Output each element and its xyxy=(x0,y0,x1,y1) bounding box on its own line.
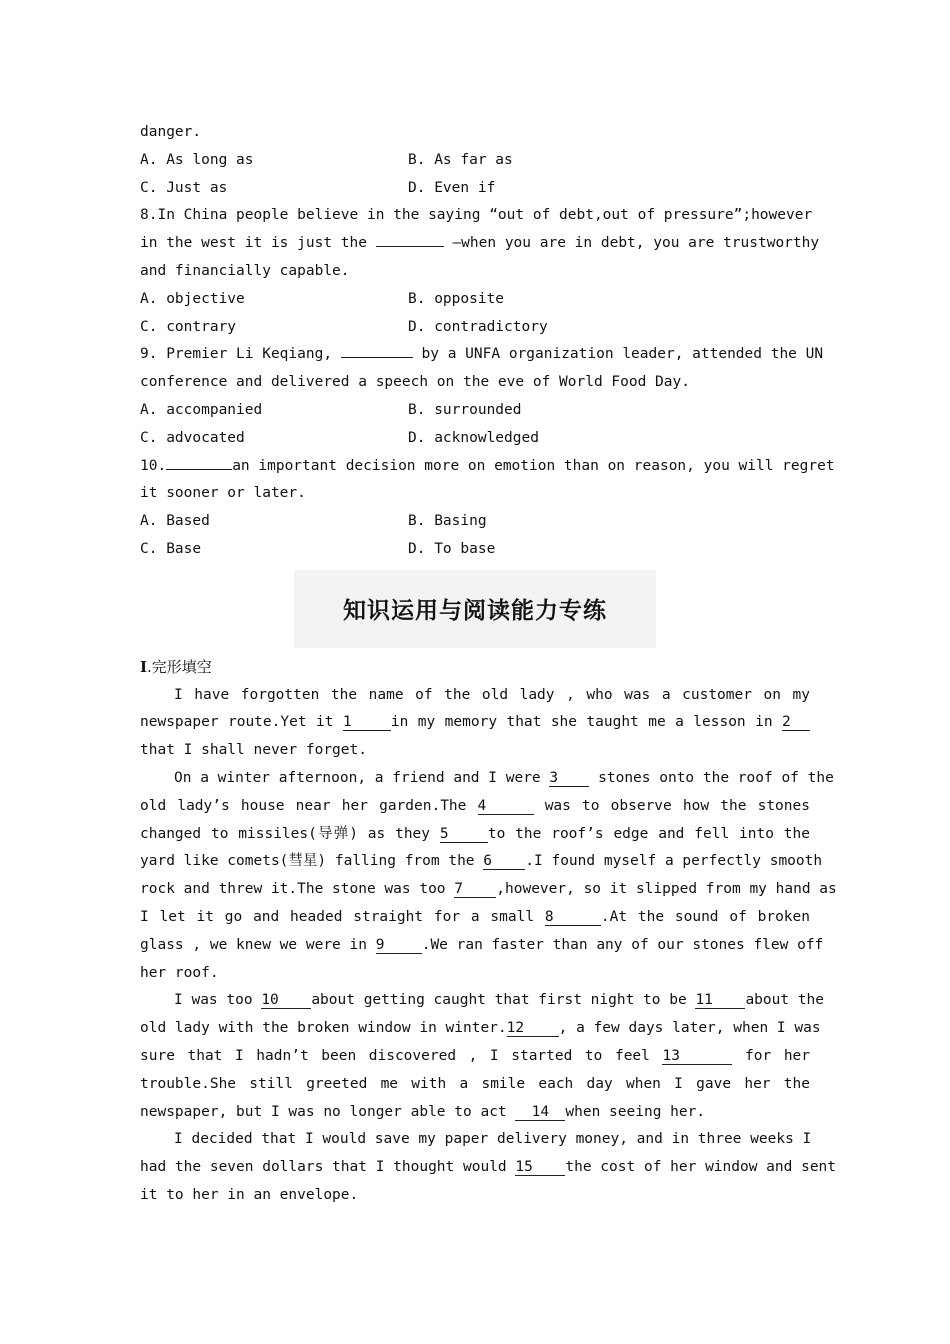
passage-line: her roof. xyxy=(140,964,219,981)
passage-text: in my memory that she taught me a lesson in xyxy=(390,714,773,731)
passage-line: trouble.She still greeted me with a smile each day when I gave her the xyxy=(140,1075,810,1092)
passage-text: ,however, so it slipped from my hand as xyxy=(496,881,837,898)
passage-line xyxy=(140,765,834,793)
passage-line xyxy=(140,1099,810,1127)
passage-text: when seeing her. xyxy=(565,1103,706,1120)
q7-options-row2 xyxy=(140,175,810,203)
section-title: 知识运用与阅读能力专练 xyxy=(294,570,656,648)
q9-options-row1 xyxy=(140,397,810,425)
passage-line xyxy=(140,904,810,932)
passage-text: about the xyxy=(745,992,825,1009)
passage-text: old lady’s house near her garden.The xyxy=(140,797,467,814)
passage-text: .I found myself a perfectly smooth xyxy=(525,853,823,870)
passage-line xyxy=(140,987,825,1015)
answer-blank xyxy=(341,342,413,358)
passage-text: newspaper route.Yet it xyxy=(140,714,334,731)
q8-stem-text: —when you are in debt, you are trustworthy xyxy=(452,235,820,252)
q10-stem-line2: it sooner or later. xyxy=(140,485,306,502)
q8-options-row2 xyxy=(140,314,810,342)
passage-line: it to her in an envelope. xyxy=(140,1186,359,1203)
cloze-blank-1: 1 xyxy=(343,714,391,731)
q10-options-row1 xyxy=(140,508,810,536)
q9-option-c: C. advocated xyxy=(140,429,245,446)
q8-stem-line2 xyxy=(140,230,820,258)
q10-option-a: A. Based xyxy=(140,513,210,530)
q9-option-a: A. accompanied xyxy=(140,401,263,418)
passage-text: changed to missiles(导弹) as they xyxy=(140,825,431,842)
q7-option-b: B. As far as xyxy=(408,151,513,168)
passage-text: was to observe how the stones xyxy=(544,797,810,814)
passage-line xyxy=(140,1043,810,1071)
q7-option-d: D. Even if xyxy=(408,179,496,196)
passage-line: I decided that I would save my paper delivery money, and in three weeks I xyxy=(174,1131,812,1148)
passage-text: had the seven dollars that I thought would xyxy=(140,1159,507,1176)
q8-option-b: B. opposite xyxy=(408,290,505,307)
passage-text: stones onto the roof of the xyxy=(598,769,834,786)
passage-text: yard like comets(彗星) falling from the xyxy=(140,853,475,870)
document-page xyxy=(140,119,837,1210)
q7-stem-tail: danger. xyxy=(140,124,202,140)
passage-text: I was too xyxy=(174,992,253,1009)
passage-text: newspaper, but I was no longer able to act xyxy=(140,1103,507,1120)
cloze-blank-4: 4 xyxy=(478,798,534,815)
part-numeral: Ⅰ xyxy=(140,657,148,676)
q8-stem-text: in the west it is just the xyxy=(140,235,367,252)
cloze-blank-8: 8 xyxy=(545,909,601,926)
passage-line xyxy=(140,709,810,737)
passage-text: the cost of her window and sent xyxy=(565,1159,837,1176)
passage-line xyxy=(140,848,823,876)
cloze-blank-14: 14 xyxy=(515,1104,565,1121)
passage-line xyxy=(140,793,810,821)
q9-stem-line1 xyxy=(140,341,824,369)
part-label: .完形填空 xyxy=(147,657,212,676)
cloze-blank-5: 5 xyxy=(440,826,488,843)
q9-stem-line2: conference and delivered a speech on the eve of World Food Day. xyxy=(140,374,690,391)
passage-text: about getting caught that first night to be xyxy=(311,992,687,1009)
q7-options-row1 xyxy=(140,147,810,175)
q10-option-c: C. Base xyxy=(140,540,202,557)
passage-text: On a winter afternoon, a friend and I were xyxy=(174,769,541,786)
q9-option-d: D. acknowledged xyxy=(408,429,539,446)
passage-text: to the roof’s edge and fell into the xyxy=(487,825,810,842)
passage-text: sure that I hadn’t been discovered , I started to feel xyxy=(140,1047,650,1064)
part-heading xyxy=(140,654,810,682)
passage-text: for her xyxy=(745,1047,811,1064)
q8-options-row1 xyxy=(140,286,810,314)
q7-option-c: C. Just as xyxy=(140,179,228,196)
q10-stem-text: 10. xyxy=(140,457,167,474)
passage-text: .At the sound of broken xyxy=(600,908,810,925)
passage-text: , a few days later, when I was xyxy=(558,1020,821,1037)
passage-line xyxy=(140,1015,821,1043)
passage-line xyxy=(140,876,837,904)
cloze-blank-2: 2 xyxy=(782,714,810,731)
q8-stem-line1: 8.In China people believe in the saying “out of debt,out of pressure”;however xyxy=(140,207,813,224)
cloze-blank-7: 7 xyxy=(454,881,496,898)
cloze-blank-3: 3 xyxy=(549,770,589,787)
cloze-blank-12: 12 xyxy=(507,1020,559,1037)
answer-blank xyxy=(166,454,232,470)
cloze-blank-6: 6 xyxy=(483,853,525,870)
q8-stem-line3: and financially capable. xyxy=(140,262,350,279)
q9-stem-text: 9. Premier Li Keqiang, xyxy=(140,346,333,363)
passage-line: that I shall never forget. xyxy=(140,742,367,759)
cloze-blank-15: 15 xyxy=(515,1159,565,1176)
q8-option-c: C. contrary xyxy=(140,318,237,335)
q9-stem-text: by a UNFA organization leader, attended the UN xyxy=(421,346,824,363)
q10-option-b: B. Basing xyxy=(408,513,487,530)
q9-options-row2 xyxy=(140,425,810,453)
passage-text: I let it go and headed straight for a small xyxy=(140,908,535,925)
passage-text: old lady with the broken window in winter. xyxy=(140,1020,507,1037)
q9-option-b: B. surrounded xyxy=(408,401,522,418)
cloze-blank-11: 11 xyxy=(695,992,745,1009)
q7-option-a: A. As long as xyxy=(140,151,254,168)
passage-line xyxy=(140,1154,837,1182)
q10-stem-text: an important decision more on emotion than on reason, you will regret xyxy=(232,457,835,474)
q8-option-d: D. contradictory xyxy=(408,318,548,335)
cloze-blank-9: 9 xyxy=(376,937,422,954)
passage-text: .We ran faster than any of our stones flew off xyxy=(421,936,824,953)
passage-text: glass , we knew we were in xyxy=(140,936,367,953)
passage-line xyxy=(140,821,810,849)
q8-option-a: A. objective xyxy=(140,290,245,307)
q10-options-row2 xyxy=(140,536,810,564)
cloze-blank-13: 13 xyxy=(662,1048,732,1065)
cloze-blank-10: 10 xyxy=(261,992,311,1009)
q10-stem-line1 xyxy=(140,453,835,481)
q10-option-d: D. To base xyxy=(408,540,496,557)
passage-text: rock and threw it.The stone was too xyxy=(140,881,446,898)
passage-line xyxy=(140,932,824,960)
answer-blank xyxy=(376,231,444,247)
passage-line: I have forgotten the name of the old lady , who was a customer on my xyxy=(174,686,810,703)
